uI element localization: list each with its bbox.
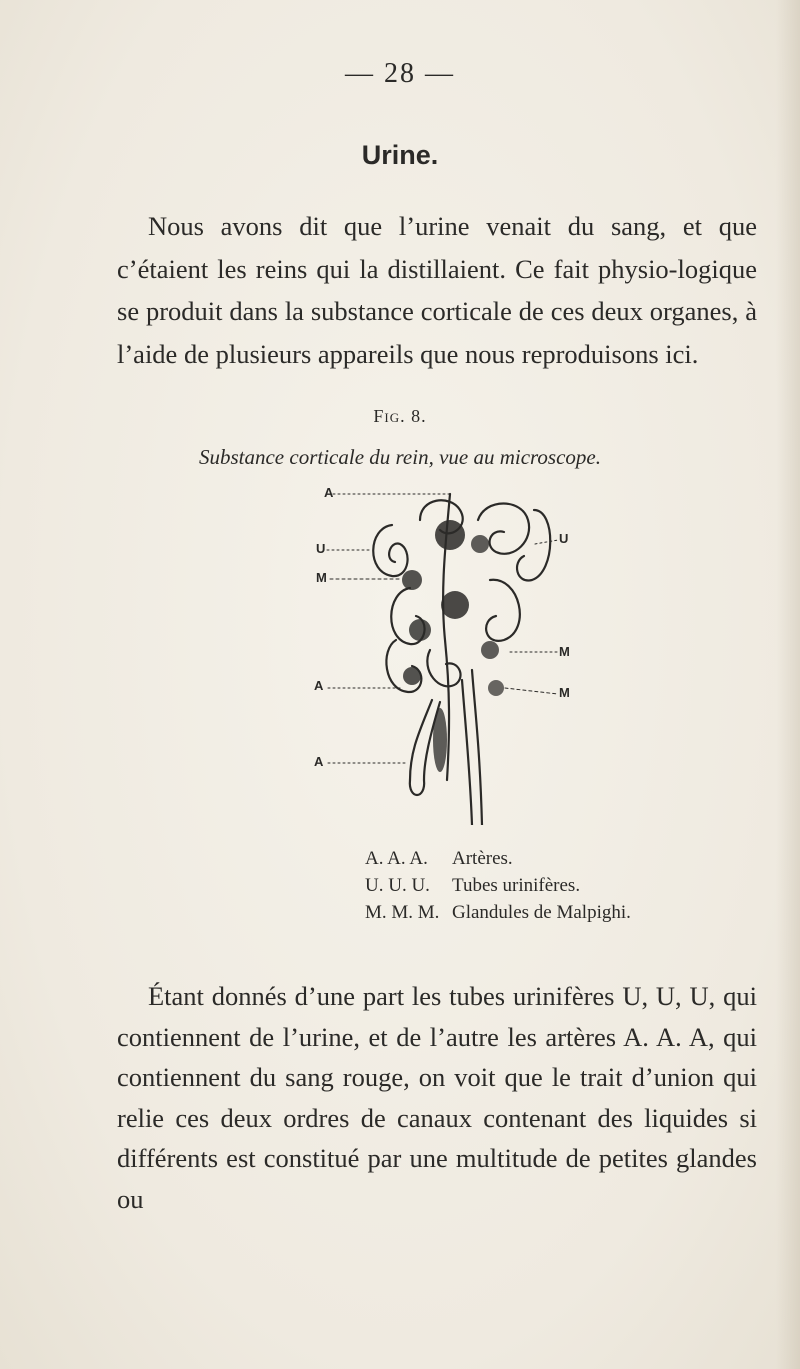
- tubule-loop-left: [373, 525, 407, 576]
- tubule-loop-lower-center: [427, 650, 460, 686]
- figure-letter-m-left: M: [316, 570, 327, 585]
- legend-key: M. M. M.: [365, 902, 440, 923]
- figure-letter-a-top: A: [324, 485, 334, 500]
- glomerulus-mid-left: [409, 619, 431, 641]
- kidney-cortex-drawing: [300, 480, 600, 825]
- figure-letter-a-mid: A: [314, 678, 324, 693]
- legend-value: Artères.: [452, 848, 513, 869]
- glomeruli-group: [402, 520, 504, 772]
- glomerulus-lower-left: [403, 667, 421, 685]
- glomerulus-lower-right: [488, 680, 504, 696]
- glomerulus-upper-center: [435, 520, 465, 550]
- collecting-duct-right-1: [472, 670, 482, 825]
- glomerulus-left: [402, 570, 422, 590]
- figure-label: Fig. 8.: [373, 406, 427, 426]
- tubule-loop-mid-right: [486, 580, 520, 641]
- collecting-duct-right-2: [462, 680, 472, 825]
- legend-value: Tubes urinifères.: [452, 875, 581, 896]
- figure-legend: [365, 845, 631, 926]
- section-title: Urine.: [361, 140, 439, 170]
- leader-line-m-right-2: [505, 688, 558, 694]
- legend-key: A. A. A.: [365, 848, 428, 869]
- legend-row-glandules: [365, 899, 631, 926]
- legend-row-tubules: [365, 872, 631, 899]
- paragraph-explanation: Étant donnés d’une part les tubes urinifères U, U, U, qui contiennent de l’urine, et de l’autre les artères A. A. A, qui contiennent du sang rouge, on voit que le trait d’union qui relie ces deux ordres de canaux contenant des liquides si différents est constitué par une multitude de petites glandes ou: [117, 981, 757, 1214]
- legend-row-arteries: [365, 845, 631, 872]
- glomerulus-upper-right: [471, 535, 489, 553]
- figure-letter-a-bottom: A: [314, 754, 324, 769]
- page-edge-shadow: [776, 0, 800, 1369]
- legend-key: U. U. U.: [365, 875, 430, 896]
- paragraph-intro: Nous avons dit que l’urine venait du sang, et que c’étaient les reins qui la distillaient. Ce fait physio-logique se produit dans la substance corticale de ces deux organes, à l’aide de plusieurs appareils que nous reproduisons ici.: [117, 211, 757, 369]
- kidney-cortex-illustration: [300, 480, 600, 825]
- figure-letter-m-right-1: M: [559, 644, 570, 659]
- legend-value: Glandules de Malpighi.: [452, 902, 631, 923]
- figure-letter-m-right-2: M: [559, 685, 570, 700]
- page-number: — 28 —: [345, 58, 455, 89]
- figure-letter-u-left: U: [316, 541, 326, 556]
- tubule-loop-lower-left: [386, 640, 421, 692]
- figure-caption: Substance corticale du rein, vue au microscope.: [198, 445, 601, 469]
- artery-bundle-lower: [433, 708, 447, 772]
- leader-line-u-right: [535, 540, 558, 544]
- glomerulus-center: [441, 591, 469, 619]
- figure-letter-u-right: U: [559, 531, 569, 546]
- glomerulus-mid-right: [481, 641, 499, 659]
- duct-loop-bottom: [410, 780, 424, 795]
